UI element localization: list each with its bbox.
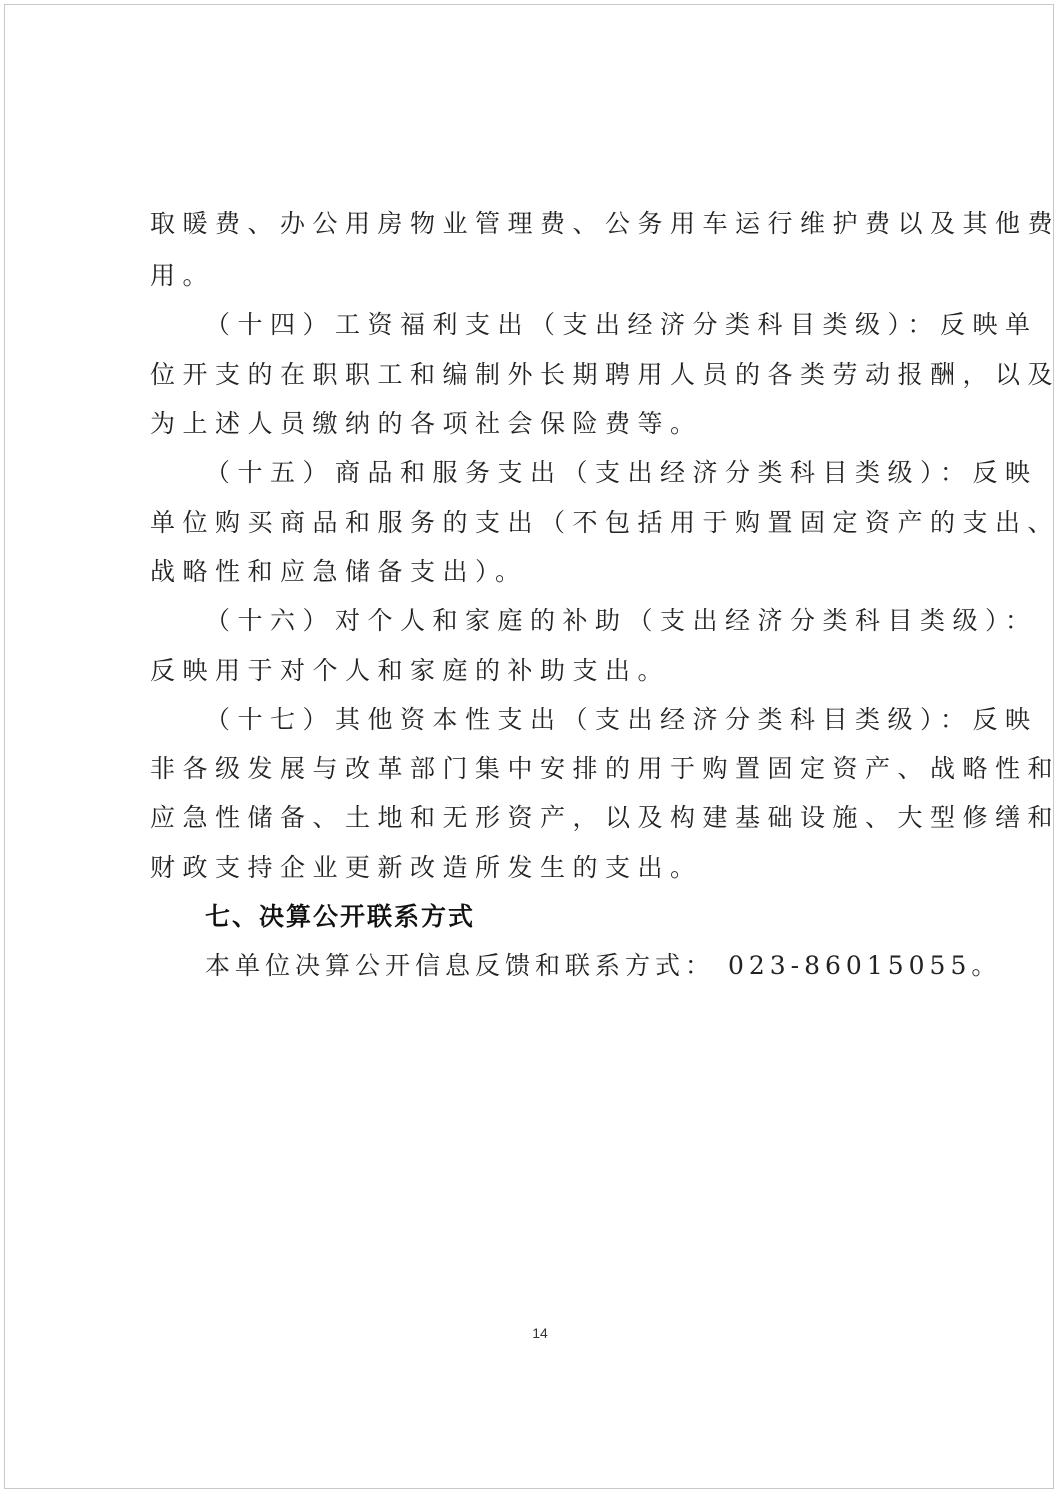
body-line: 战略性和应急储备支出）。 [150, 557, 528, 586]
paragraph-first-line: （十七）其他资本性支出（支出经济分类科目类级）：反映 [205, 705, 1038, 734]
body-line: 非各级发展与改革部门集中安排的用于购置固定资产、战略性和 [150, 754, 1060, 783]
body-line: 反映用于对个人和家庭的补助支出。 [150, 656, 671, 685]
paragraph-first-line: （十四）工资福利支出（支出经济分类科目类级）：反映单 [205, 310, 1038, 339]
contact-line: 本单位决算公开信息反馈和联系方式： 023-86015055。 [205, 951, 1002, 980]
page-number: 14 [532, 1325, 548, 1341]
paragraph-first-line: （十五）商品和服务支出（支出经济分类科目类级）：反映 [205, 458, 1038, 487]
body-line: 为上述人员缴纳的各项社会保险费等。 [150, 409, 703, 438]
body-line: 取暖费、办公用房物业管理费、公务用车运行维护费以及其他费 [150, 209, 1060, 238]
body-line: 应急性储备、土地和无形资产，以及构建基础设施、大型修缮和 [150, 803, 1060, 832]
section-heading: 七、决算公开联系方式 [205, 902, 476, 931]
body-line: 用。 [150, 261, 216, 290]
body-line: 财政支持企业更新改造所发生的支出。 [150, 853, 703, 882]
paragraph-first-line: （十六）对个人和家庭的补助（支出经济分类科目类级）： [205, 606, 1038, 635]
body-line: 位开支的在职职工和编制外长期聘用人员的各类劳动报酬，以及 [150, 360, 1060, 389]
body-line: 单位购买商品和服务的支出（不包括用于购置固定资产的支出、 [150, 508, 1060, 537]
document-page [4, 4, 1060, 1489]
